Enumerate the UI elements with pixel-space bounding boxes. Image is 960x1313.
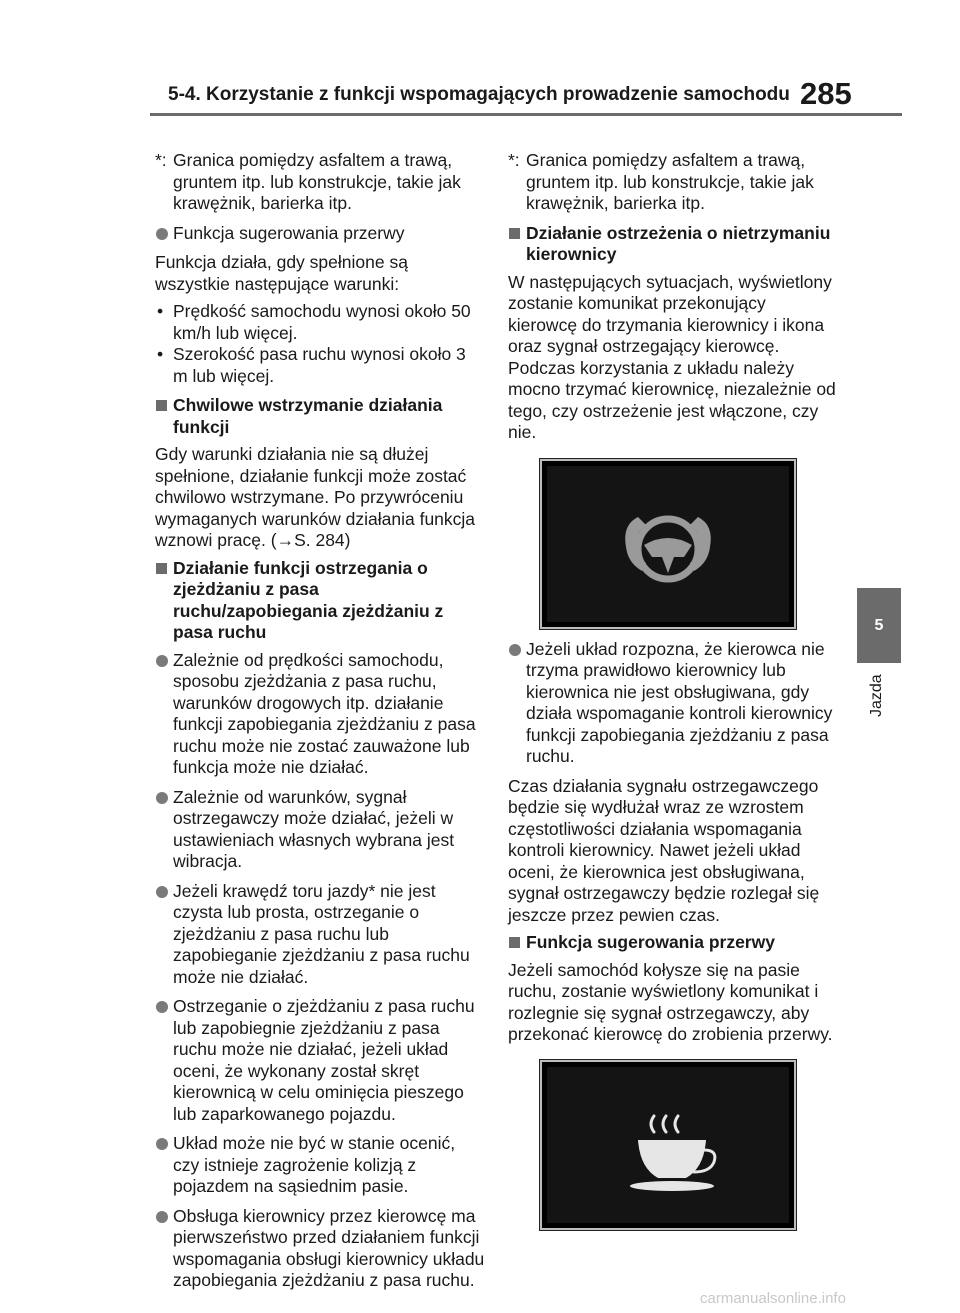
left-column	[155, 150, 485, 1300]
footnote	[155, 150, 485, 215]
footnote-text: Granica pomiędzy asfaltem a trawą, gruntem itp. lub konstrukcje, takie jak krawężnik, barierka itp.	[173, 150, 461, 213]
steer-heading: Działanie ostrzeżenia o nietrzymaniu kierownicy	[508, 223, 838, 266]
break-suggestion-display	[540, 1060, 796, 1230]
section-title: 5-4. Korzystanie z funkcji wspomagających prowadzenie samochodu	[168, 84, 790, 105]
lane-heading: Działanie funkcji ostrzegania o zjeżdżaniu z pasa ruchu/zapobiegania zjeżdżaniu z pasa ruchu	[155, 558, 485, 644]
steer-timing: Czas działania sygnału ostrzegawczego będzie się wydłużał wraz ze wzrostem częstotliwości działania wspomagania kontroli kierownicy. Nawet jeżeli układ oceni, że kierownica jest obsługiwana, sygnał ostrzegawczy będzie rozlegał się jeszcze przez pewien czas.	[508, 775, 820, 925]
list-item: • Prędkość samochodu wynosi około 50 km/h lub więcej.	[155, 301, 485, 344]
suspend-heading: Chwilowe wstrzymanie działania funkcji	[155, 395, 485, 438]
list-item: Jeżeli krawędź toru jazdy* nie jest czysta lub prosta, ostrzeganie o zjeżdżaniu z pasa ruchu lub zapobieganie zjeżdżaniu z pasa ruchu może nie działać.	[155, 881, 485, 989]
list-item: Obsługa kierownicy przez kierowcę ma pierwszeństwo przed działaniem funkcji wspomagania obsługi kierownicy układu zapobiegania zjeżdżaniu z pasa ruchu.	[155, 1206, 485, 1292]
page-header	[0, 0, 960, 120]
chapter-label: Jazda	[868, 674, 885, 717]
break-conditions	[155, 301, 485, 387]
list-item: Jeżeli układ rozpozna, że kierowca nie trzyma prawidłowo kierownicy lub kierownica nie jest obsługiwana, gdy działa wspomaganie kontroli kierownicy funkcji zapobiegania zjeżdżaniu z pasa ruchu.	[508, 639, 838, 768]
hands-on-steering-wheel-icon	[542, 461, 794, 627]
list-item: Zależnie od prędkości samochodu, sposobu zjeżdżania z pasa ruchu, warunków drogowych itp. działanie funkcji zapobiegania zjeżdżaniu z pasa ruchu może nie zostać zauważone lub funkcja może nie działać.	[155, 650, 485, 779]
footnote-mark: *:	[155, 150, 167, 170]
break-text: Jeżeli samochód kołysze się na pasie ruchu, zostanie wyświetlony komunikat i rozlegnie się sygnał ostrzegawczy, aby przekonać kierowcę do zrobienia przerwy.	[508, 959, 833, 1044]
footnote	[508, 150, 838, 215]
list-item: Zależnie od warunków, sygnał ostrzegawczy może działać, jeżeli w ustawieniach własnych wybrana jest wibracja.	[155, 787, 485, 873]
page-number: 285	[800, 76, 852, 111]
suspend-text: Gdy warunki działania nie są dłużej spełnione, działanie funkcji może zostać chwilowo wstrzymane. Po przywróceniu wymaganych warunków działania funkcja wznowi pracę. (→S. 284)	[155, 444, 476, 550]
list-item: Układ może nie być w stanie ocenić, czy istnieje zagrożenie kolizją z pojazdem na sąsiednim pasie.	[155, 1133, 485, 1198]
list-item: Ostrzeganie o zjeżdżaniu z pasa ruchu lub zapobiegnie zjeżdżaniu z pasa ruchu może nie działać, jeżeli układ oceni, że wykonany został skręt kierownicą w celu ominięcia pieszego lub zaparkowanego pojazdu.	[155, 996, 485, 1125]
steer-text: W następujących sytuacjach, wyświetlony zostanie komunikat przekonujący kierowcę do trzymania kierownicy i ikona oraz sygnał ostrzegający kierowcę. Podczas korzystania z układu należy mocno trzymać kierownicę, niezależnie od tego, czy ostrzeżenie jest włączone, czy nie.	[508, 271, 836, 442]
break-intro: Funkcja działa, gdy spełnione są wszystkie następujące warunki:	[155, 252, 408, 294]
list-item: • Szerokość pasa ruchu wynosi około 3 m lub więcej.	[155, 344, 485, 387]
watermark: carmanualsonline.info	[700, 1290, 846, 1307]
steering-warning-display	[540, 459, 796, 629]
header-rule	[150, 113, 902, 116]
break-heading: Funkcja sugerowania przerwy	[155, 223, 485, 245]
break-heading-right: Funkcja sugerowania przerwy	[508, 932, 838, 954]
footnote-text: Granica pomiędzy asfaltem a trawą, gruntem itp. lub konstrukcje, takie jak krawężnik, barierka itp.	[526, 150, 814, 213]
chapter-tab[interactable]: 5	[857, 588, 901, 663]
footnote-mark: *:	[508, 150, 520, 170]
coffee-cup-icon	[542, 1062, 794, 1228]
right-column	[508, 150, 838, 1240]
